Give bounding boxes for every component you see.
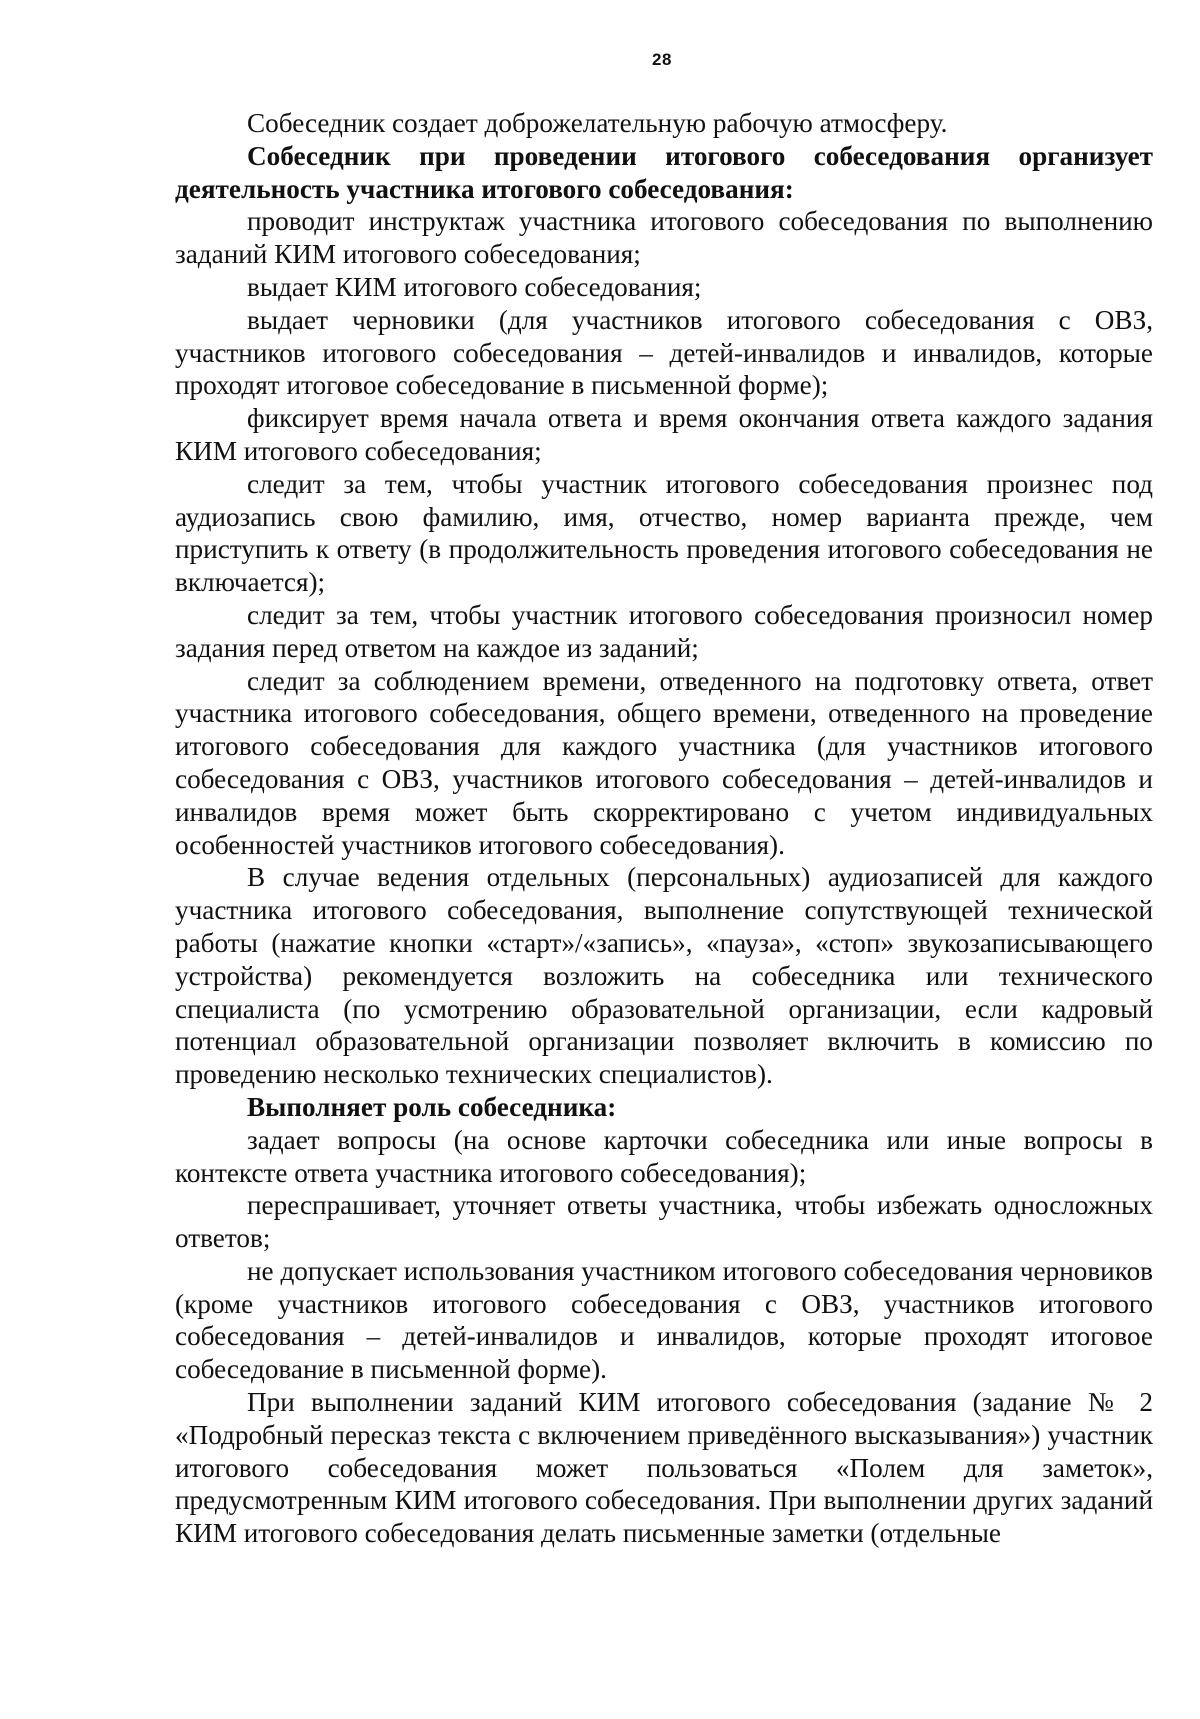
paragraph: следит за соблюдением времени, отведенного на подготовку ответа, ответ участника итогового собеседования, общего времени, отведенного на проведение итогового собеседования для каждого участника (для участников итогового собеседования с ОВЗ, участников итогового собеседования – детей-инвалидов и инвалидов время может быть скорректировано с учетом индивидуальных особенностей участников итогового собеседования). (175, 665, 1153, 860)
paragraph: не допускает использования участником итогового собеседования черновиков (кроме участников итогового собеседования с ОВЗ, участников итогового собеседования – детей-инвалидов и инвалидов, которые проходят итоговое собеседование в письменной форме). (175, 1255, 1153, 1385)
paragraph: переспрашивает, уточняет ответы участника, чтобы избежать односложных ответов; (175, 1190, 1153, 1254)
document-body (175, 107, 1153, 1550)
paragraph: следит за тем, чтобы участник итогового собеседования произнес под аудиозапись свою фамилию, имя, отчество, номер варианта прежде, чем приступить к ответу (в продолжительность проведения итогового собеседования не включается); (175, 468, 1153, 598)
paragraph-heading: Выполняет роль собеседника: (247, 1091, 617, 1122)
paragraph: выдает черновики (для участников итогового собеседования с ОВЗ, участников итогового собеседования – детей-инвалидов и инвалидов, которые проходят итоговое собеседование в письменной форме); (175, 304, 1153, 401)
paragraph: В случае ведения отдельных (персональных) аудиозаписей для каждого участника итогового собеседования, выполнение сопутствующей технической работы (нажатие кнопки «старт»/«запись», «пауза», «стоп» звукозаписывающего устройства) рекомендуется возложить на собеседника или технического специалиста (по усмотрению образовательной организации, если кадровый потенциал образовательной организации позволяет включить в комиссию по проведению несколько технических специалистов). (175, 862, 1153, 1090)
paragraph: проводит инструктаж участника итогового собеседования по выполнению заданий КИМ итогового собеседования; (175, 206, 1153, 270)
paragraph: задает вопросы (на основе карточки собеседника или иные вопросы в контексте ответа участника итогового собеседования); (175, 1124, 1153, 1188)
page-number: 28 (652, 50, 672, 69)
paragraph: фиксирует время начала ответа и время окончания ответа каждого задания КИМ итогового собеседования; (175, 403, 1153, 466)
paragraph-heading: Собеседник при проведении итогового собеседования организует деятельность участника итогового собеседования: (175, 140, 1153, 204)
paragraph: следит за тем, чтобы участник итогового собеседования произносил номер задания перед ответом на каждое из заданий; (175, 599, 1153, 663)
paragraph: При выполнении заданий КИМ итогового собеседования (задание № 2 «Подробный пересказ текста с включением приведённого высказывания») участник итогового собеседования может пользоваться «Полем для заметок», предусмотренным КИМ итогового собеседования. При выполнении других заданий КИМ итогового собеседования делать письменные заметки (отдельные (175, 1387, 1153, 1549)
paragraph: Собеседник создает доброжелательную рабочую атмосферу. (247, 108, 948, 138)
paragraph: выдает КИМ итогового собеседования; (247, 271, 702, 302)
